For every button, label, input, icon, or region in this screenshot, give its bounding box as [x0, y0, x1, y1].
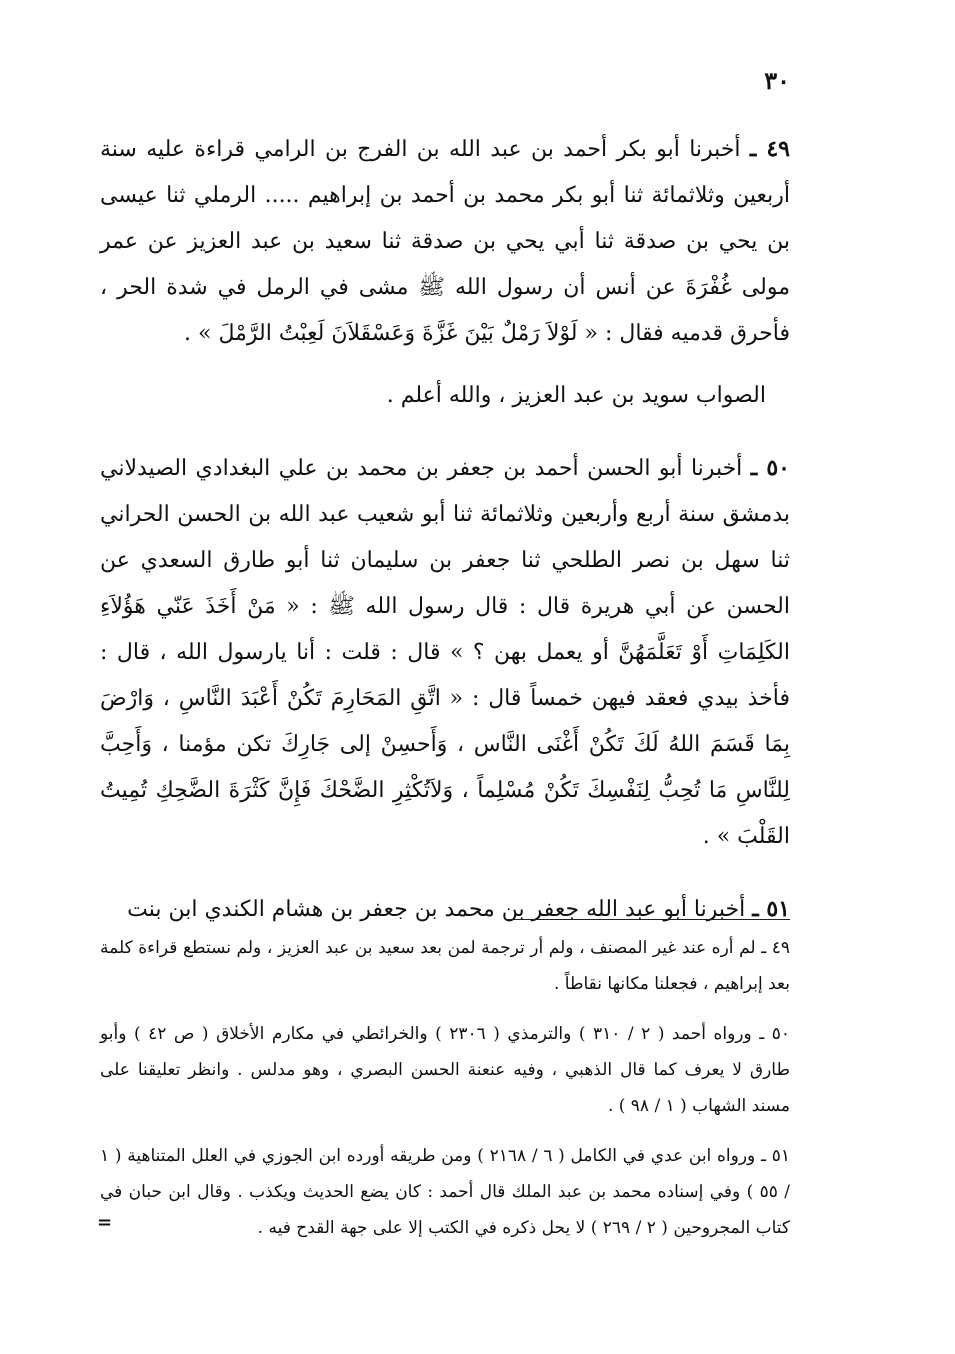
author-note — [100, 373, 790, 419]
hadith-number: ٥١ ـ — [752, 896, 790, 922]
footnote-49 — [100, 930, 790, 1002]
footnote-divider — [505, 919, 790, 920]
hadith-text: أخبرنا أبو عبد الله جعفر بن محمد بن جعفر بن هشام الكندي ابن بنت — [127, 897, 746, 922]
footnote-51 — [100, 1138, 790, 1246]
hadith-text: أخبرنا أبو بكر أحمد بن عبد الله بن الفرج بن الرامي قراءة عليه سنة أربعين وثلاثمائة ثنا أبو بكر محمد بن أحمد بن إبراهيم ..... الرملي ثنا عيسى بن يحي بن صدقة ثنا أبي يحي بن صدقة ثنا سعيد بن عبد العزيز عن عمر مولى غُفْرَةَ عن أنس أن رسول الله ﷺ مشى في الرمل في شدة الحر ، فأحرق قدميه فقال : « لَوْلاَ رَمْلٌ بَيْنَ غَزَّةَ وَعَسْقَلاَنَ لَعِبْتُ الرَّمْلَ » . — [100, 137, 790, 346]
footnote-text: لم أره عند غير المصنف ، ولم أر ترجمة لمن بعد سعيد بن عبد العزيز ، ولم نستطع قراءة كلمة بعد إبراهيم ، فجعلنا مكانها نقاطاً . — [100, 938, 790, 994]
hadith-50 — [100, 445, 790, 860]
footnote-number: ٥٠ ـ — [759, 1024, 790, 1044]
footnote-number: ٥١ ـ — [761, 1146, 790, 1166]
main-text — [100, 126, 790, 959]
hadith-text: أخبرنا أبو الحسن أحمد بن جعفر بن محمد بن علي البغدادي الصيدلاني بدمشق سنة أربع وأربعين وثلاثمائة ثنا أبو شعيب عبد الله بن الحسن الحراني ثنا سهل بن نصر الطلحي ثنا جعفر بن سليمان ثنا أبو طارق السعدي عن الحسن عن أبي هريرة قال : قال رسول الله ﷺ : « مَنْ أَخَذَ عَنّي هَؤُلاَءِ الكَلِمَاتِ أَوْ تَعَلَّمَهُنَّ أو يعمل بهن ؟ » قال : قلت : أنا يارسول الله ، قال : فأخذ بيدي فعقد فيهن خمساً قال : « اتَّقِ المَحَارِمَ تَكُنْ أَعْبَدَ النَّاسِ ، وَارْضَ بِمَا قَسَمَ اللهُ لَكَ تَكُنْ أَغْنَى النَّاس ، وَأَحسِنْ إلى جَارِكَ تكن مؤمنا ، وَأَحِبَّ لِلنَّاسِ مَا تُحِبُّ لِنَفْسِكَ تَكُنْ مُسْلِماً ، وَلاَتُكْثِرِ الضَّحْكَ فَإِنَّ كَثْرَةَ الضَّحِكِ تُمِيتُ القَلْبَ » . — [100, 456, 791, 849]
note-text: الصواب سويد بن عبد العزيز ، والله أعلم . — [386, 383, 766, 408]
hadith-49 — [100, 126, 790, 357]
hadith-number: ٥٠ ـ — [750, 455, 790, 481]
page-number: ٣٠ — [764, 66, 790, 95]
hadith-number: ٤٩ ـ — [749, 136, 790, 162]
hadith-51 — [100, 886, 790, 933]
footnote-number: ٤٩ ـ — [761, 938, 791, 958]
footnote-text: ورواه أحمد ( ٢ / ٣١٠ ) والترمذي ( ٢٣٠٦ ) والخرائطي في مكارم الأخلاق ( ص ٤٢ ) وأبو طارق لا يعرف كما قال الذهبي ، وفيه عنعنة الحسن البصري ، وهو مدلس . وانظر تعليقنا على مسند الشهاب ( ١ / ٩٨ ) . — [100, 1024, 790, 1116]
footnote-50 — [100, 1016, 790, 1124]
continuation-mark: = — [97, 1212, 113, 1233]
footnotes-section — [100, 930, 790, 1260]
footnote-text: ورواه ابن عدي في الكامل ( ٦ / ٢١٦٨ ) ومن طريقه أورده ابن الجوزي في العلل المتناهية ( ١ / ٥٥ ) وفي إسناده محمد بن عبد الملك قال أحمد : كان يضع الحديث ويكذب . وقال ابن حبان في كتاب المجروحين ( ٢ / ٢٦٩ ) لا يحل ذكره في الكتب إلا على جهة القدح فيه . — [100, 1146, 791, 1238]
